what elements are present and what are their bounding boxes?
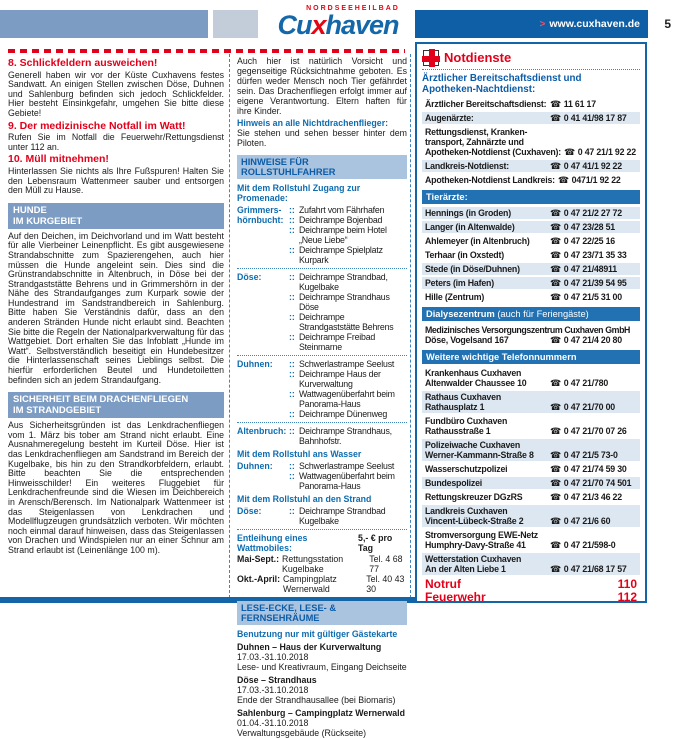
rule9-heading: 9. Der medizinische Notfall im Watt! — [8, 119, 186, 132]
phone-icon: ☎ — [550, 250, 561, 260]
ramp-group — [237, 506, 407, 526]
arrow-icon: > — [539, 18, 546, 30]
reading-access-title: Benutzung nur mit gültiger Gästekarte — [237, 629, 398, 639]
rental-price: 5,- € pro Tag — [358, 533, 393, 553]
medical-rows — [422, 98, 640, 186]
ramp-item: :: Wattwagenüberfahrt beim Panorama-Haus — [289, 471, 395, 491]
ramp-group-label: Döse: — [237, 506, 262, 516]
phone-icon: ☎ — [550, 292, 561, 302]
rule10-heading: 10. Müll mitnehmen! — [8, 153, 109, 166]
phone-row: Wetterstation Cuxhaven An der Alten Liebe 1 ☎ 0 47 21/68 17 57 — [422, 553, 640, 575]
phone-row: Hennings (in Groden) ☎ 0 47 21/2 27 72 — [422, 207, 640, 219]
cuxhaven-logo — [263, 5, 413, 39]
phone-row: Augenärzte: ☎ 0 41 41/98 17 87 — [422, 112, 640, 124]
other-number-rows — [422, 367, 640, 575]
ramp-group-label: Duhnen: — [237, 461, 273, 471]
text-segment: Bitte haben Sie Verständnis dafür, dass an den anderen Stränden Hunde nicht erlaubt sind. Beachten Sie bitte die Regeln der Nationalparkverwaltung für das Wattgebiet. Dort erhalten Sie das Infoblatt „Hunde im Watt“. — [8, 307, 224, 356]
text-segment: Bitte beachten Sie die entsprechenden Hinweisschilder! — [8, 468, 224, 488]
wheelchair-section-header: HINWEISE FÜR ROLLSTUHLFAHRER — [237, 155, 407, 179]
phone-row: Wasserschutzpolizei ☎ 0 47 21/74 59 30 — [422, 463, 640, 475]
ramp-group-label: Döse: — [237, 272, 262, 282]
kite-section-header: SICHERHEIT BEIM DRACHENFLIEGEN IM STRANDGEBIET — [8, 392, 224, 418]
ramp-item: :: Deichrampe Strandbad Kugelbake — [289, 506, 386, 526]
phone-row: Ärztlicher Bereitschaftsdienst: ☎ 11 61 17 — [422, 98, 640, 110]
ramp-group — [237, 359, 407, 419]
column-separator — [410, 54, 411, 598]
phone-icon: ☎ — [550, 264, 561, 274]
dotted-separator — [237, 529, 407, 530]
phone-row: Rettungsdienst, Kranken- transport, Zahnärzte und Apotheken-Notdienst (Cuxhaven): ☎ 0 47 21/1 92 22 — [422, 126, 640, 158]
ramp-item: :: Schwerlastrampe Seelust — [289, 359, 395, 369]
phone-row: Krankenhaus Cuxhaven Altenwalder Chaussee 10 ☎ 0 47 21/780 — [422, 367, 640, 389]
ramp-item: :: Deichrampe Dünenweg — [289, 409, 388, 419]
phone-icon: ☎ — [550, 464, 561, 474]
phone-row: Terhaar (in Oxstedt) ☎ 0 47 23/71 35 33 — [422, 249, 640, 261]
emergency-numbers — [422, 578, 640, 604]
phone-row: Ahlemeyer (in Altenbruch) ☎ 0 47 22/25 16 — [422, 235, 640, 247]
text-segment: Auf den Deichen, im Deichvorland und im Watt besteht für alle Vierbeiner Leinenpflicht. Es gibt ausgewiesene Strandabschnitte zum Spazierengehen, auch hier müssen die Hunde angeleint sein. Dies sind die Grünstrandabschnitte in Altenbruch, in Döse bei der Strandgaststätte Behrens und in Grimmershörn in der Nähe des Strandaufganges zum Kurpark sowie der Hundestrand im Sandstrandbereich in Sahlenburg. — [8, 230, 224, 308]
ramp-item: :: Deichrampe Strandbad, Kugelbake — [289, 272, 388, 292]
kite-note-title: Hinweis an alle Nichtdrachenflieger: — [237, 118, 389, 128]
logo-wordmark: Cuxhaven — [277, 10, 399, 40]
ramp-item: :: Schwerlastrampe Seelust — [289, 461, 395, 471]
dogs-section-body — [8, 232, 224, 386]
ramp-item: :: Deichrampe Strandhaus, Bahnhofstr. — [289, 426, 392, 446]
phone-icon: ☎ — [550, 208, 561, 218]
logo-subtitle: NORDSEEHEILBAD — [306, 5, 400, 12]
column-separator — [229, 54, 230, 598]
dotted-separator — [237, 268, 407, 269]
phone-icon: ☎ — [550, 478, 561, 488]
item-marker: :: — [289, 426, 295, 436]
other-numbers-header: Weitere wichtige Telefonnummern — [422, 350, 640, 364]
banner-website-block — [415, 10, 648, 38]
dialysis-header: Dialysezentrum (auch für Feriengäste) — [422, 307, 640, 321]
phone-icon: ☎ — [550, 564, 561, 574]
item-marker: :: — [289, 471, 295, 481]
phone-icon: ☎ — [550, 378, 561, 388]
phone-icon: ☎ — [550, 278, 561, 288]
phone-row: Rettungskreuzer DGzRS ☎ 0 47 21/3 46 22 — [422, 491, 640, 503]
text-segment: Ein weiteres Fluggebiet für Lenkdrachenfreunde sind die Wiesen im Deichbereich in Arensch/Berensch. — [8, 477, 225, 507]
rental-season-row: Mai-Sept.: Rettungsstation Kugelbake Tel. 4 68 77 — [237, 554, 407, 574]
medical-standby-subtitle: Ärztlicher Bereitschaftsdienst und Apotheken-Nachtdienst: — [422, 73, 582, 95]
phone-icon: ☎ — [550, 540, 561, 550]
text-segment: Selbstverständlich beseitigt ein Hundebesitzer die Hinterlassenschaft seines Lieblings selbst. Die hierfür erforderlichen Beutel und Hundetoiletten befinden sich an jedem Strandaufgang. — [8, 345, 224, 385]
ramp-item: :: Deichrampe Strandgaststätte Behrens — [289, 312, 394, 332]
emergency-services-box — [415, 42, 647, 603]
phone-icon: ☎ — [550, 222, 561, 232]
ramp-item: :: Wattwagenüberfahrt beim Panorama-Haus — [289, 389, 395, 409]
phone-icon: ☎ — [550, 426, 561, 436]
phone-row: Bundespolizei ☎ 0 47 21/70 74 501 — [422, 477, 640, 489]
phone-icon: ☎ — [550, 516, 561, 526]
item-marker: :: — [289, 245, 295, 255]
item-marker: :: — [289, 292, 295, 302]
phone-icon: ☎ — [550, 492, 561, 502]
emergency-number-row: Notruf 110 — [425, 577, 637, 591]
phone-icon: ☎ — [564, 147, 575, 157]
phone-row: Hille (Zentrum) ☎ 0 47 21/5 31 00 — [422, 291, 640, 303]
ramp-item: :: Deichrampe beim Hotel „Neue Liebe“ — [289, 225, 387, 245]
text-segment: Aus Sicherheitsgründen ist das — [8, 420, 148, 431]
reading-section-header: LESE-ECKE, LESE- & FERNSEHRÄUME — [237, 601, 407, 625]
emergency-header — [422, 48, 640, 70]
rule8-heading: 8. Schlickfeldern ausweichen! — [8, 57, 158, 69]
item-marker: :: — [289, 215, 295, 225]
phone-row: Rathaus Cuxhaven Rathausplatz 1 ☎ 0 47 21/70 00 — [422, 391, 640, 413]
kite-section-body — [8, 421, 224, 555]
phone-row: Landkreis-Notdienst: ☎ 0 47 41/1 92 22 — [422, 160, 640, 172]
item-marker: :: — [289, 272, 295, 282]
item-marker: :: — [289, 461, 295, 471]
beach-access-title: Mit dem Rollstuhl an den Strand — [237, 494, 372, 504]
text-segment: vom 1. März bis tober am Strand nicht erlaubt. — [8, 429, 207, 440]
dialysis-row: Medizinisches Versorgungszentrum Cuxhaven GmbH Döse, Vogelsand 167 ☎ 0 47 21/4 20 80 — [422, 324, 640, 346]
emergency-number-row: Feuerwehr 112 — [425, 590, 637, 604]
item-marker: :: — [289, 205, 295, 215]
ramp-item: :: Deichrampe Freibad Steinmarne — [289, 332, 376, 352]
left-column — [8, 56, 224, 559]
ramp-item: :: Deichrampe Strandhaus Döse — [289, 292, 390, 312]
dotted-separator — [237, 355, 407, 356]
phone-icon: ☎ — [550, 236, 561, 246]
item-marker: :: — [289, 409, 295, 419]
phone-icon: ☎ — [550, 402, 561, 412]
rental-label: Entleihung eines Wattmobiles: — [237, 533, 308, 553]
phone-icon: ☎ — [550, 450, 561, 460]
phone-row: Polizeiwache Cuxhaven Werner-Kammann-Straße 8 ☎ 0 47 21/5 73-0 — [422, 439, 640, 461]
water-access-title: Mit dem Rollstuhl ans Wasser — [237, 449, 362, 459]
rule10-body: Hinterlassen Sie nichts als Ihre Fußspuren! Halten Sie den Lebensraum Wattenmeer sauber und entsorgen den Müll zu Hause. — [8, 165, 224, 196]
text-segment: Lenkdrachenfliegen — [147, 420, 224, 431]
phone-icon: ☎ — [550, 335, 561, 345]
item-marker: :: — [289, 369, 295, 379]
promenade-access-title: Mit dem Rollstuhl Zugang zur Promenade: — [237, 183, 361, 203]
text-segment: Hier ist das Lenkdrachenfliegen am Sandstrand im Bereich der Kugelbake, bis hin zu den Strandkorbfeldern, erlaubt. — [8, 439, 224, 469]
rule9-body: Rufen Sie im Notfall die Feuerwehr/Rettungsdienst unter 112 an. — [8, 132, 224, 152]
reading-location: Sahlenburg – Campingplatz Wernerwald 01.04.-31.10.2018 Verwaltungsgebäude (Rückseite) — [237, 708, 405, 738]
red-dashed-rule — [8, 49, 405, 53]
red-cross-icon — [423, 50, 439, 66]
page-number: 5 — [664, 17, 671, 31]
vets-header: Tierärzte: — [422, 190, 640, 204]
rental-phone: Tel. 40 43 30 — [366, 574, 405, 594]
ramp-item: :: Deichrampe Haus der Kurverwaltung — [289, 369, 381, 389]
ramp-item: :: Zufahrt vom Fährhafen — [289, 205, 385, 215]
logo-x: x — [311, 10, 326, 40]
dogs-section-header: HUNDE IM KURGEBIET — [8, 203, 224, 229]
phone-icon: ☎ — [557, 175, 569, 185]
ramp-group-label: Duhnen: — [237, 359, 273, 369]
ramp-group — [237, 461, 407, 491]
phone-row: Stede (in Döse/Duhnen) ☎ 0 47 21/48911 — [422, 263, 640, 275]
item-marker: :: — [289, 359, 295, 369]
website-link[interactable]: www.cuxhaven.de — [549, 18, 640, 30]
phone-icon: ☎ — [550, 113, 561, 123]
middle-column — [237, 56, 407, 738]
kite-note-body: Sie stehen und sehen besser hinter dem Piloten. — [237, 128, 407, 148]
ramp-group — [237, 426, 407, 446]
ramp-group — [237, 272, 407, 352]
phone-icon: ☎ — [550, 99, 561, 109]
rule8-body: Generell haben wir vor der Küste Cuxhavens festes Sandwatt. An einigen Stellen zwischen Döse, Duhnen und Sahlenburg befinden sich jedoch Schlickfelder. Hier besteht Einsinkgefahr, umgehen Sie bitte diese Gebiete! — [8, 69, 224, 118]
wattmobile-rental — [237, 533, 407, 553]
dotted-separator — [237, 422, 407, 423]
phone-row: Stromversorgung EWE-Netz Humphry-Davy-Straße 41 ☎ 0 47 21/598-0 — [422, 529, 640, 551]
reading-location: Duhnen – Haus der Kurverwaltung 17.03.-31.10.2018 Lese- und Kreativraum, Eingang Deichseite — [237, 642, 407, 672]
item-marker: :: — [289, 332, 295, 342]
banner-accent-block — [213, 10, 258, 38]
emergency-title: Notdienste — [444, 50, 512, 65]
text-segment: Eine Ausnahmeregelung besteht im Kurteil Döse. — [8, 429, 224, 450]
reading-locations — [237, 642, 407, 738]
rental-phone: Tel. 4 68 77 — [369, 554, 403, 574]
text-segment: Im Nationalpark Wattenmeer ist das Steigenlassen von Lenkdrachen und Modellflugzeugen grundsätzlich verboten. — [8, 496, 224, 527]
banner-left-block — [0, 10, 208, 38]
phone-row: Peters (im Hafen) ☎ 0 47 21/39 54 95 — [422, 277, 640, 289]
item-marker: :: — [289, 389, 295, 399]
item-marker: :: — [289, 225, 295, 235]
rental-season-row: Okt.-April: Campingplatz Wernerwald Tel. 40 43 30 — [237, 574, 407, 594]
phone-row: Fundbüro Cuxhaven Rathausstraße 1 ☎ 0 47 21/70 07 26 — [422, 415, 640, 437]
phone-row: Landkreis Cuxhaven Vincent-Lübeck-Straße 2 ☎ 0 47 21/6 60 — [422, 505, 640, 527]
vet-rows — [422, 207, 640, 303]
text-segment: Wir möchten noch einmal darauf hinweisen, dass das Steigenlassen von Drachen und Windspielen nur an einer Schnur am Strand erlaubt ist (Leinenlänge 100 m). — [8, 516, 224, 555]
kite-continuation: Auch hier ist natürlich Vorsicht und gegenseitige Rücksichtnahme geboten. Es dürfen weder Mensch noch Tier gefährdet sein. Das Drachenfliegen erfolgt immer auf eigene Verantwortung. Eltern haften für ihre Kinder. — [237, 56, 407, 116]
reading-location: Döse – Strandhaus 17.03.-31.10.2018 Ende der Strandhausallee (bei Biomaris) — [237, 675, 396, 705]
ramp-group-label: Altenbruch: — [237, 426, 287, 436]
phone-icon: ☎ — [550, 161, 561, 171]
ramp-group-label: Grimmers- hörnbucht: — [237, 205, 284, 225]
ramp-item: :: Deichrampe Spielplatz Kurpark — [289, 245, 383, 265]
ramp-item: :: Deichrampe Bojenbad — [289, 215, 383, 225]
phone-row: Langer (in Altenwalde) ☎ 0 47 23/28 51 — [422, 221, 640, 233]
item-marker: :: — [289, 506, 295, 516]
item-marker: :: — [289, 312, 295, 322]
ramp-group — [237, 205, 407, 265]
phone-row: Apotheken-Notdienst Landkreis: ☎ 0471/1 92 22 — [422, 174, 640, 186]
